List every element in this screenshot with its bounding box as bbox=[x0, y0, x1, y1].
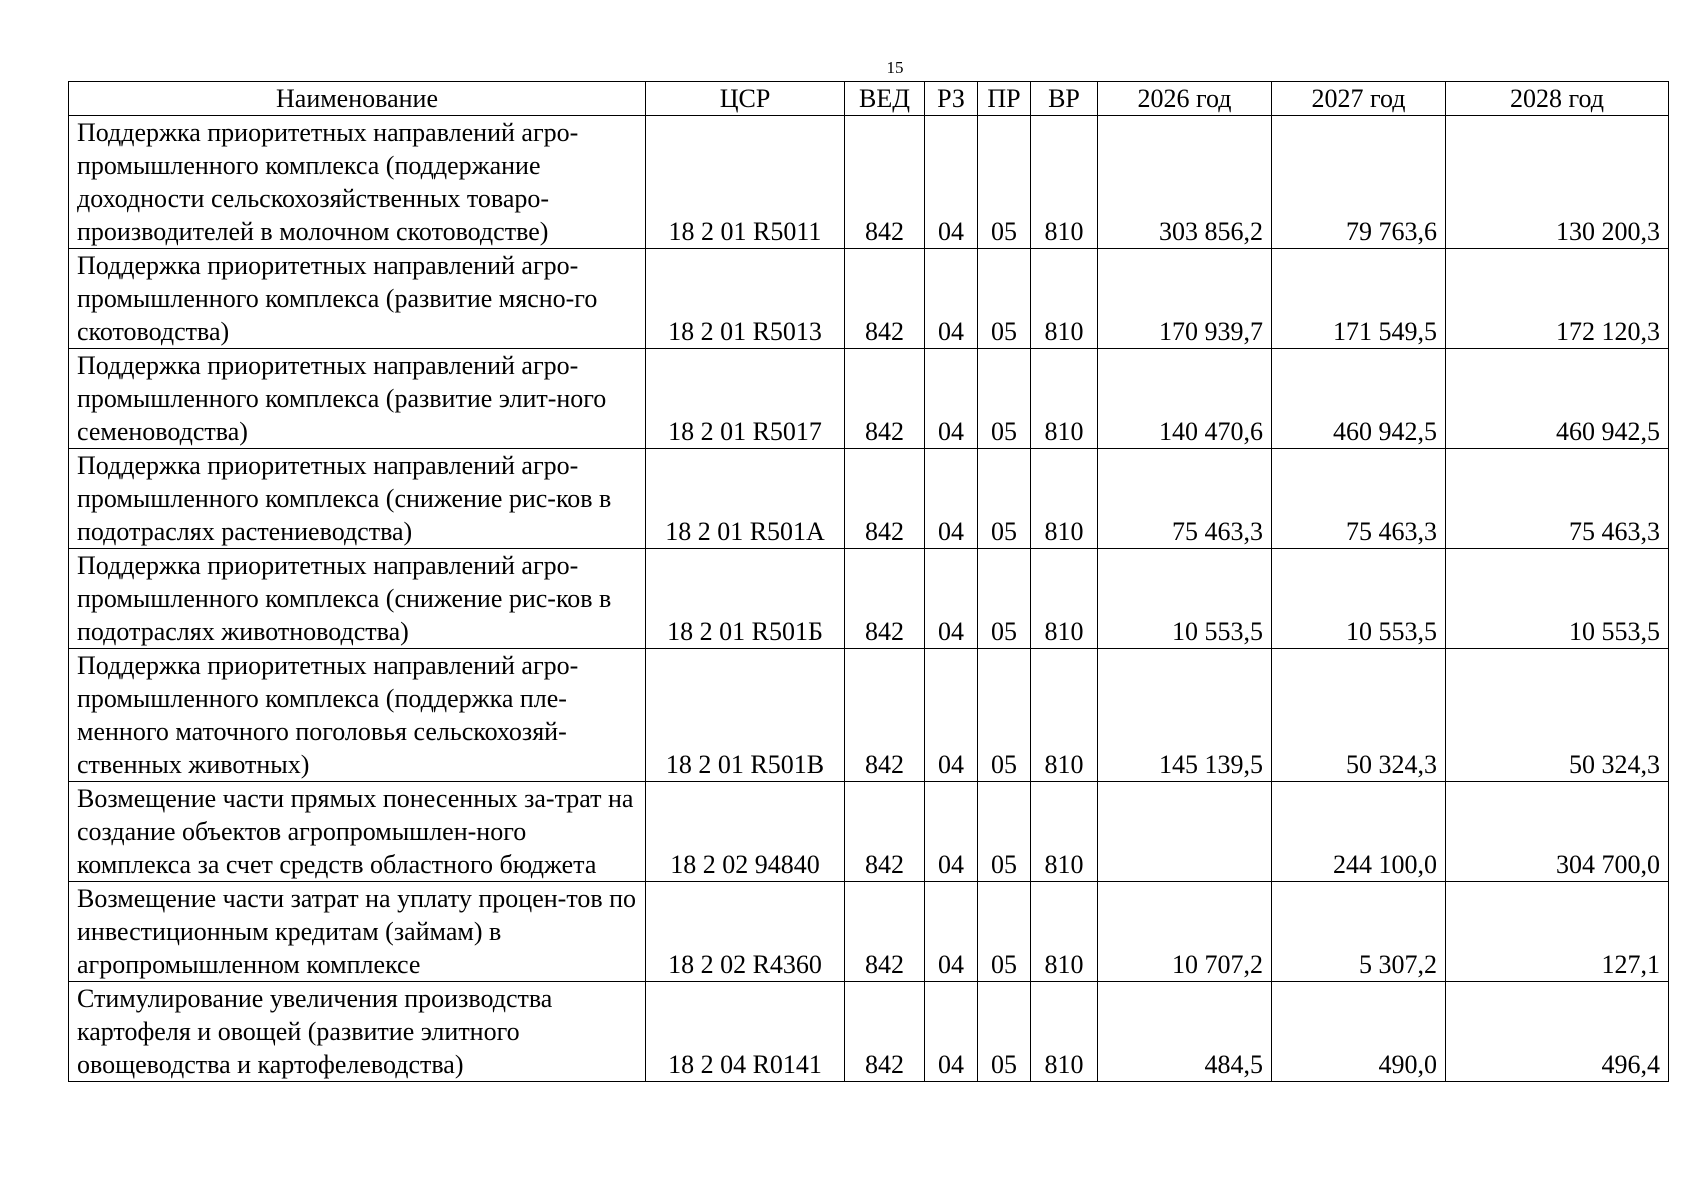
table-row bbox=[69, 349, 1669, 449]
cell-2028: 172 120,3 bbox=[1446, 249, 1669, 349]
header-ved: ВЕД bbox=[845, 82, 925, 116]
table-row bbox=[69, 882, 1669, 982]
cell-pr: 05 bbox=[978, 449, 1031, 549]
cell-vr: 810 bbox=[1031, 649, 1098, 782]
cell-csr: 18 2 02 94840 bbox=[646, 782, 845, 882]
cell-ved: 842 bbox=[845, 982, 925, 1082]
cell-2026: 10 707,2 bbox=[1098, 882, 1272, 982]
cell-rz: 04 bbox=[925, 249, 978, 349]
cell-name: Возмещение части затрат на уплату процен-тов по инвестиционным кредитам (займам) в агропромышленном комплексе bbox=[69, 882, 646, 982]
cell-vr: 810 bbox=[1031, 249, 1098, 349]
cell-2028: 127,1 bbox=[1446, 882, 1669, 982]
cell-2026: 75 463,3 bbox=[1098, 449, 1272, 549]
cell-2028: 50 324,3 bbox=[1446, 649, 1669, 782]
cell-name: Возмещение части прямых понесенных за-трат на создание объектов агропромышлен-ного комплекса за счет средств областного бюджета bbox=[69, 782, 646, 882]
cell-csr: 18 2 01 R5011 bbox=[646, 116, 845, 249]
cell-vr: 810 bbox=[1031, 882, 1098, 982]
cell-name: Поддержка приоритетных направлений агро-промышленного комплекса (поддержание доходности сельскохозяйственных товаро-производителей в молочном скотоводстве) bbox=[69, 116, 646, 249]
cell-2028: 75 463,3 bbox=[1446, 449, 1669, 549]
cell-name: Поддержка приоритетных направлений агро-промышленного комплекса (поддержка пле-менного маточного поголовья сельскохозяй-ственных животных) bbox=[69, 649, 646, 782]
table-row bbox=[69, 782, 1669, 882]
cell-2028: 10 553,5 bbox=[1446, 549, 1669, 649]
cell-vr: 810 bbox=[1031, 782, 1098, 882]
cell-rz: 04 bbox=[925, 349, 978, 449]
cell-ved: 842 bbox=[845, 549, 925, 649]
cell-name: Стимулирование увеличения производства картофеля и овощей (развитие элитного овощеводства и картофелеводства) bbox=[69, 982, 646, 1082]
cell-pr: 05 bbox=[978, 549, 1031, 649]
cell-ved: 842 bbox=[845, 249, 925, 349]
cell-pr: 05 bbox=[978, 349, 1031, 449]
cell-ved: 842 bbox=[845, 449, 925, 549]
cell-pr: 05 bbox=[978, 649, 1031, 782]
cell-2028: 496,4 bbox=[1446, 982, 1669, 1082]
cell-ved: 842 bbox=[845, 649, 925, 782]
cell-rz: 04 bbox=[925, 982, 978, 1082]
cell-vr: 810 bbox=[1031, 449, 1098, 549]
cell-rz: 04 bbox=[925, 882, 978, 982]
table-row bbox=[69, 449, 1669, 549]
cell-2026 bbox=[1098, 782, 1272, 882]
cell-2026: 145 139,5 bbox=[1098, 649, 1272, 782]
cell-ved: 842 bbox=[845, 782, 925, 882]
cell-name: Поддержка приоритетных направлений агро-промышленного комплекса (развитие мясно-го скотоводства) bbox=[69, 249, 646, 349]
table-row bbox=[69, 982, 1669, 1082]
header-name: Наименование bbox=[69, 82, 646, 116]
cell-csr: 18 2 01 R5013 bbox=[646, 249, 845, 349]
header-vr: ВР bbox=[1031, 82, 1098, 116]
cell-rz: 04 bbox=[925, 782, 978, 882]
table-body bbox=[69, 116, 1669, 1082]
table-row bbox=[69, 549, 1669, 649]
cell-ved: 842 bbox=[845, 882, 925, 982]
table-row bbox=[69, 249, 1669, 349]
cell-2027: 460 942,5 bbox=[1272, 349, 1446, 449]
cell-2027: 171 549,5 bbox=[1272, 249, 1446, 349]
table-row bbox=[69, 116, 1669, 249]
cell-pr: 05 bbox=[978, 982, 1031, 1082]
cell-2027: 244 100,0 bbox=[1272, 782, 1446, 882]
cell-csr: 18 2 01 R501В bbox=[646, 649, 845, 782]
cell-pr: 05 bbox=[978, 782, 1031, 882]
cell-vr: 810 bbox=[1031, 116, 1098, 249]
cell-name: Поддержка приоритетных направлений агро-промышленного комплекса (снижение рис-ков в подотраслях животноводства) bbox=[69, 549, 646, 649]
cell-2027: 490,0 bbox=[1272, 982, 1446, 1082]
cell-2027: 79 763,6 bbox=[1272, 116, 1446, 249]
cell-vr: 810 bbox=[1031, 982, 1098, 1082]
cell-csr: 18 2 04 R0141 bbox=[646, 982, 845, 1082]
cell-pr: 05 bbox=[978, 116, 1031, 249]
cell-ved: 842 bbox=[845, 349, 925, 449]
budget-table bbox=[68, 81, 1669, 1082]
cell-rz: 04 bbox=[925, 649, 978, 782]
header-2026: 2026 год bbox=[1098, 82, 1272, 116]
cell-csr: 18 2 01 R501А bbox=[646, 449, 845, 549]
cell-vr: 810 bbox=[1031, 549, 1098, 649]
header-rz: РЗ bbox=[925, 82, 978, 116]
cell-2027: 50 324,3 bbox=[1272, 649, 1446, 782]
cell-rz: 04 bbox=[925, 116, 978, 249]
cell-2028: 130 200,3 bbox=[1446, 116, 1669, 249]
page-number: 15 bbox=[886, 58, 904, 77]
header-2028: 2028 год bbox=[1446, 82, 1669, 116]
cell-name: Поддержка приоритетных направлений агро-промышленного комплекса (снижение рис-ков в подотраслях растениеводства) bbox=[69, 449, 646, 549]
cell-csr: 18 2 01 R501Б bbox=[646, 549, 845, 649]
cell-csr: 18 2 02 R4360 bbox=[646, 882, 845, 982]
table-row bbox=[69, 649, 1669, 782]
cell-2027: 75 463,3 bbox=[1272, 449, 1446, 549]
cell-2026: 10 553,5 bbox=[1098, 549, 1272, 649]
cell-pr: 05 bbox=[978, 882, 1031, 982]
table-header-row bbox=[69, 82, 1669, 116]
cell-vr: 810 bbox=[1031, 349, 1098, 449]
cell-pr: 05 bbox=[978, 249, 1031, 349]
cell-2028: 460 942,5 bbox=[1446, 349, 1669, 449]
header-2027: 2027 год bbox=[1272, 82, 1446, 116]
cell-2027: 5 307,2 bbox=[1272, 882, 1446, 982]
cell-2026: 484,5 bbox=[1098, 982, 1272, 1082]
cell-rz: 04 bbox=[925, 549, 978, 649]
cell-2028: 304 700,0 bbox=[1446, 782, 1669, 882]
cell-rz: 04 bbox=[925, 449, 978, 549]
cell-name: Поддержка приоритетных направлений агро-промышленного комплекса (развитие элит-ного семеноводства) bbox=[69, 349, 646, 449]
header-csr: ЦСР bbox=[646, 82, 845, 116]
cell-csr: 18 2 01 R5017 bbox=[646, 349, 845, 449]
cell-2026: 303 856,2 bbox=[1098, 116, 1272, 249]
cell-2027: 10 553,5 bbox=[1272, 549, 1446, 649]
cell-2026: 170 939,7 bbox=[1098, 249, 1272, 349]
cell-2026: 140 470,6 bbox=[1098, 349, 1272, 449]
cell-ved: 842 bbox=[845, 116, 925, 249]
header-pr: ПР bbox=[978, 82, 1031, 116]
